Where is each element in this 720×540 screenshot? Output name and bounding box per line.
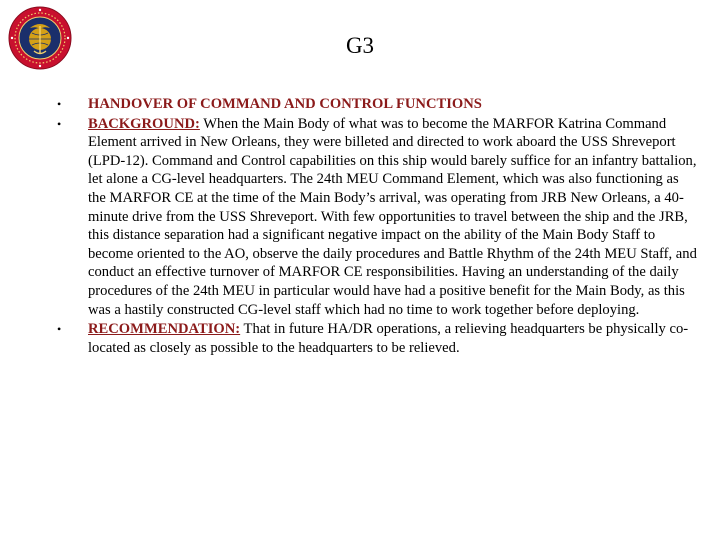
bullet-handover xyxy=(57,95,697,114)
background-text: When the Main Body of what was to become the MARFOR Katrina Command Element arrived in New Orleans, they were billeted and directed to work aboard the USS Shreveport (LPD-12). Command and Control capabilities on this ship would barely suffice for an infantry battalion, let alone a CG-level headquarters. The 24th MEU Command Element, which was also functioning as the MARFOR CE at the time of the Main Body’s arrival, was operating from JRB New Orleans, a 40-minute drive from the USS Shreveport. With few opportunities to travel between the ship and the JRB, this distance separation had a significant negative impact on the ability of the Main Body Staff to become oriented to the AO, observe the daily procedures and Battle Rhythm of the 24th MEU Staff, and conduct an effective turnover of MARFOR CE responsibilities. Having an understanding of the daily procedures of the 24th MEU in particular would have had a positive benefit for the Main Body, as this was a hastily constructed CG-level staff which had no time to work together before deploying. xyxy=(88,115,697,318)
bullet-dot-icon: • xyxy=(57,116,62,131)
background-label: BACKGROUND: xyxy=(88,115,200,132)
slide-title: G3 xyxy=(345,33,375,58)
recommendation-label: RECOMMENDATION: xyxy=(88,321,241,338)
bullet-heading: HANDOVER OF COMMAND AND CONTROL FUNCTIONS xyxy=(88,96,482,112)
bullet-dot-icon: • xyxy=(57,322,62,337)
bullet-background xyxy=(57,115,697,320)
bullet-list xyxy=(57,95,697,358)
recommendation-text: That in future HA/DR operations, a relieving headquarters be physically co-located as closely as possible to the headquarters to be relieved. xyxy=(88,321,689,356)
bullet-dot-icon: • xyxy=(57,97,62,111)
bullet-recommendation xyxy=(57,320,697,357)
